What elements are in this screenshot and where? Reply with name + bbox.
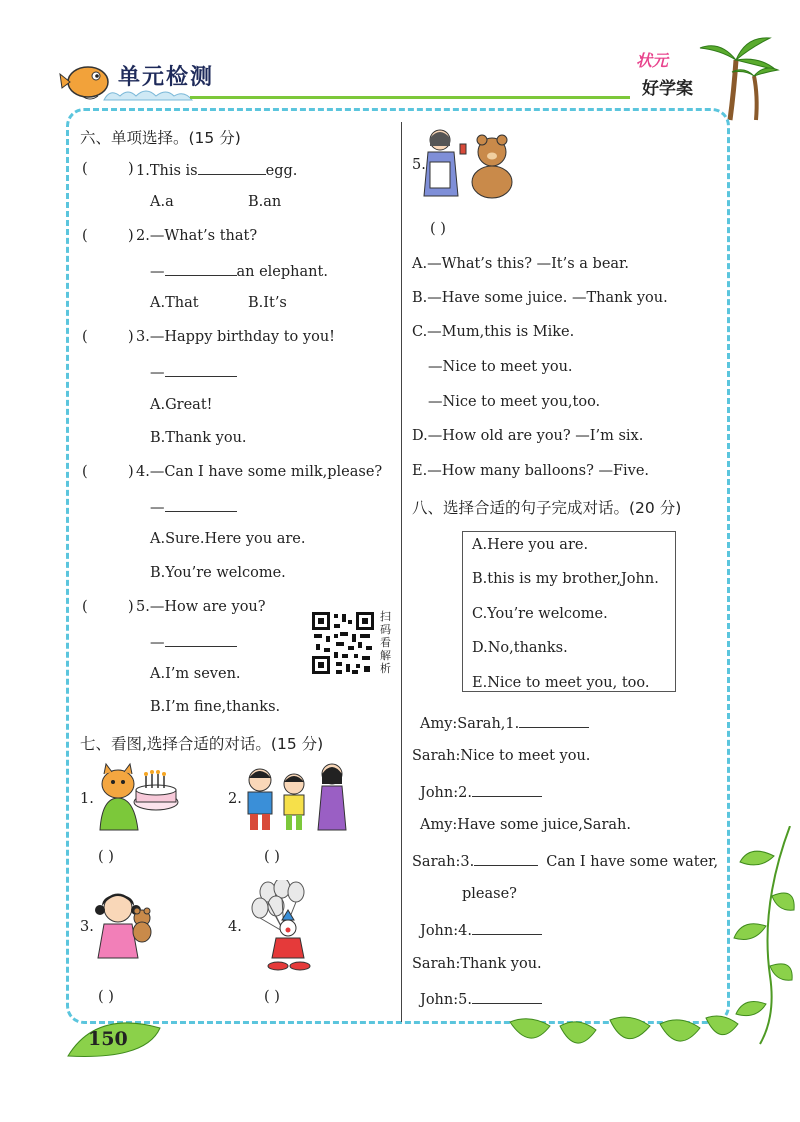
column-divider <box>401 122 402 1022</box>
qr-code[interactable] <box>310 610 376 676</box>
q3-option-a: A.Great! <box>150 397 213 413</box>
cat-birthday-cake-picture <box>92 762 180 832</box>
q3-option-b: B.Thank you. <box>150 430 247 446</box>
q1-stem <box>136 160 297 180</box>
q5-dash: — <box>150 635 165 651</box>
dialogue-option-a: A.—What’s this? —It’s a bear. <box>412 256 630 272</box>
q3-paren-close: ) <box>128 329 134 345</box>
q2-paren-close: ) <box>128 228 134 244</box>
dialog-line-2: Sarah:Nice to meet you. <box>412 748 591 764</box>
q2-dash: — <box>150 264 165 280</box>
dialog-blank-3[interactable] <box>474 851 538 866</box>
brand-logo-bottom: 好学案 <box>642 79 693 99</box>
dialog-blank-2[interactable] <box>472 782 542 797</box>
pic3-number: 3. <box>80 919 94 935</box>
q4-answer-line <box>150 497 237 517</box>
page-header-title: 单元检测 <box>118 65 215 90</box>
dialog-blank-1[interactable] <box>519 713 589 728</box>
pic5-answer-paren[interactable]: ( ) <box>430 221 446 237</box>
pic4-number: 4. <box>228 919 242 935</box>
dialog-line-5-text: Sarah:3. <box>412 854 475 870</box>
q2-option-a: A.That <box>150 295 199 311</box>
dialog-line-1 <box>420 713 589 733</box>
page-number: 150 <box>88 1028 128 1050</box>
q2-option-b: B.It’s <box>248 295 287 311</box>
pic4-answer-paren[interactable]: ( ) <box>264 989 280 1005</box>
pic2-answer-paren[interactable]: ( ) <box>264 849 280 865</box>
dialog-line-5 <box>412 851 718 871</box>
header-rule <box>190 96 630 99</box>
girl-with-teddy-bear-picture <box>94 888 160 964</box>
q5-paren-close: ) <box>128 599 134 615</box>
section8-heading: 八、选择合适的句子完成对话。(20 分) <box>412 499 682 517</box>
q5-paren-open: ( <box>82 599 88 615</box>
q1-stem-b: egg. <box>265 163 298 179</box>
dialog-line-6: please? <box>462 886 517 902</box>
dialog-line-4: Amy:Have some juice,Sarah. <box>420 817 631 833</box>
choice-e: E.Nice to meet you, too. <box>472 675 650 691</box>
q4-paren-open: ( <box>82 464 88 480</box>
q1-option-a: A.a <box>150 194 174 210</box>
dialog-line-9-text: John:5. <box>420 992 472 1008</box>
brand-logo-top: 状元 <box>636 51 669 70</box>
clown-with-balloons-picture <box>248 880 328 972</box>
dialog-line-3 <box>420 782 542 802</box>
pic5-number: 5. <box>412 157 426 173</box>
woman-with-teddy-bear-picture <box>422 126 522 202</box>
q5-stem: 5.—How are you? <box>136 599 266 615</box>
q1-paren-open: ( <box>82 161 88 177</box>
dialogue-option-b: B.—Have some juice. —Thank you. <box>412 290 668 306</box>
q2-paren-open: ( <box>82 228 88 244</box>
q1-option-b: B.an <box>248 194 282 210</box>
dialog-blank-4[interactable] <box>472 920 542 935</box>
q3-answer-line <box>150 362 237 382</box>
q5-blank[interactable] <box>165 632 237 647</box>
dialog-line-7-text: John:4. <box>420 923 472 939</box>
dialog-line-8: Sarah:Thank you. <box>412 956 542 972</box>
dialogue-option-c: C.—Mum,this is Mike. <box>412 324 575 340</box>
choice-b: B.this is my brother,John. <box>472 571 659 587</box>
q4-dash: — <box>150 500 165 516</box>
q1-paren-close: ) <box>128 161 134 177</box>
dialog-line-1-text: Amy:Sarah,1. <box>420 716 520 732</box>
choice-c: C.You’re welcome. <box>472 606 608 622</box>
dialog-blank-5[interactable] <box>472 989 542 1004</box>
q4-option-b: B.You’re welcome. <box>150 565 286 581</box>
q3-blank[interactable] <box>165 362 237 377</box>
pic3-answer-paren[interactable]: ( ) <box>98 989 114 1005</box>
q5-answer-line <box>150 632 237 652</box>
choice-a: A.Here you are. <box>472 537 589 553</box>
dialog-line-9 <box>420 989 542 1009</box>
pic1-answer-paren[interactable]: ( ) <box>98 849 114 865</box>
q5-option-a: A.I’m seven. <box>150 666 241 682</box>
dialogue-option-e: E.—How many balloons? —Five. <box>412 463 650 479</box>
q2-answer-line <box>150 261 328 281</box>
q1-blank[interactable] <box>198 160 266 175</box>
q5-option-b: B.I’m fine,thanks. <box>150 699 281 715</box>
section7-heading: 七、看图,选择合适的对话。(15 分) <box>80 735 324 753</box>
dialogue-option-c-line2: —Nice to meet you. <box>428 359 573 375</box>
dialogue-option-d: D.—How old are you? —I’m six. <box>412 428 644 444</box>
dialog-line-5-rest: Can I have some water, <box>546 854 719 870</box>
section6-heading: 六、单项选择。(15 分) <box>80 129 241 147</box>
q4-option-a: A.Sure.Here you are. <box>150 531 306 547</box>
q2-line-end: an elephant. <box>236 264 328 280</box>
q2-blank[interactable] <box>165 261 237 276</box>
q4-blank[interactable] <box>165 497 237 512</box>
dialogue-option-c-line3: —Nice to meet you,too. <box>428 394 601 410</box>
q3-stem: 3.—Happy birthday to you! <box>136 329 335 345</box>
choice-d: D.No,thanks. <box>472 640 568 656</box>
q3-paren-open: ( <box>82 329 88 345</box>
q1-stem-a: 1.This is <box>136 163 198 179</box>
q4-stem: 4.—Can I have some milk,please? <box>136 464 383 480</box>
leaf-ground-decoration <box>500 1012 740 1064</box>
pic2-number: 2. <box>228 791 242 807</box>
dialog-line-3-text: John:2. <box>420 785 472 801</box>
qr-label: 扫码看解析 <box>380 610 391 675</box>
q3-dash: — <box>150 365 165 381</box>
dialog-line-7 <box>420 920 542 940</box>
q2-stem: 2.—What’s that? <box>136 228 258 244</box>
q4-paren-close: ) <box>128 464 134 480</box>
pic1-number: 1. <box>80 791 94 807</box>
family-introduction-picture <box>242 762 352 832</box>
